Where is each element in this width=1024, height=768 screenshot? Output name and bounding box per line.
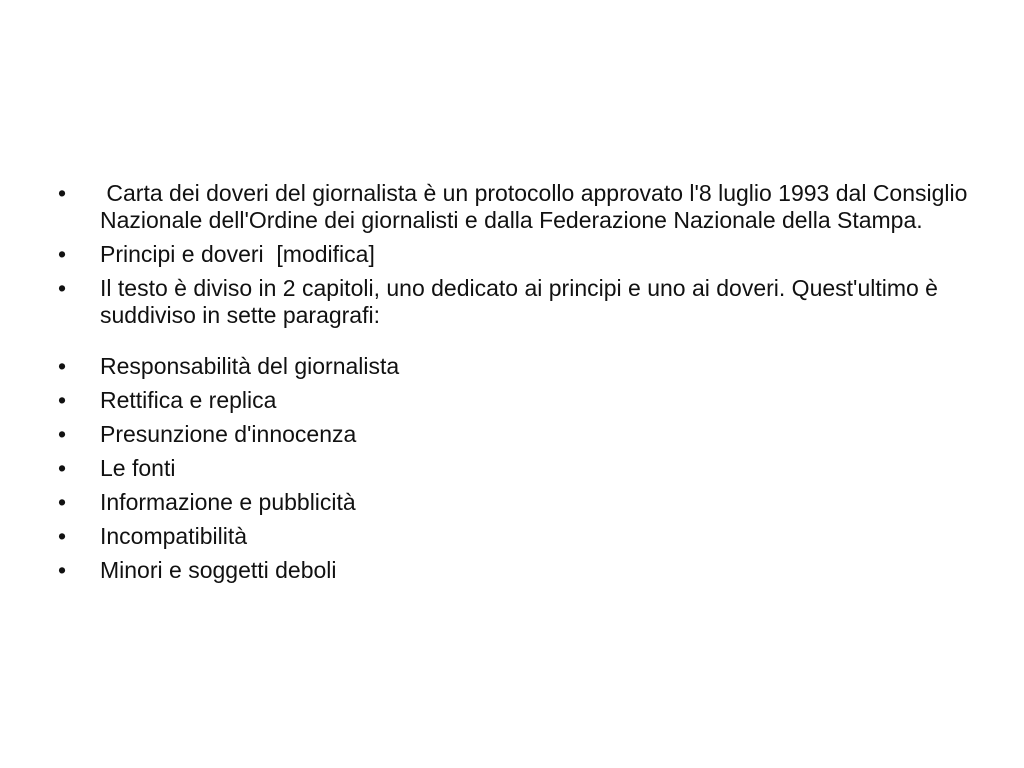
list-item bbox=[58, 241, 978, 268]
bullet-icon: • bbox=[58, 489, 67, 515]
bullet-text: Rettifica e replica bbox=[100, 387, 277, 413]
list-item bbox=[58, 523, 978, 550]
bullet-text: Minori e soggetti deboli bbox=[100, 557, 337, 583]
bullet-text: Informazione e pubblicità bbox=[100, 489, 356, 515]
list-item bbox=[58, 387, 978, 414]
bullet-icon: • bbox=[58, 180, 67, 206]
list-item bbox=[58, 421, 978, 448]
list-item bbox=[58, 489, 978, 516]
bullet-icon: • bbox=[58, 421, 67, 447]
bullet-text: Carta dei doveri del giornalista è un protocollo approvato l'8 luglio 1993 dal Consiglio Nazionale dell'Ordine dei giornalisti e dalla Federazione Nazionale della Stampa. bbox=[100, 180, 974, 233]
bullet-text: Principi e doveri [modifica] bbox=[100, 241, 375, 267]
list-item bbox=[58, 557, 978, 584]
list-item bbox=[58, 455, 978, 482]
bullet-icon: • bbox=[58, 557, 67, 583]
list-item bbox=[58, 180, 978, 234]
list-item bbox=[58, 353, 978, 380]
bullet-icon: • bbox=[58, 523, 67, 549]
bullet-icon: • bbox=[58, 275, 67, 301]
bullet-text: Le fonti bbox=[100, 455, 176, 481]
bullet-text: Presunzione d'innocenza bbox=[100, 421, 357, 447]
bullet-text: Incompatibilità bbox=[100, 523, 248, 549]
bullet-text: Il testo è diviso in 2 capitoli, uno dedicato ai principi e uno ai doveri. Quest'ultimo è suddiviso in sette paragrafi: bbox=[100, 275, 945, 328]
bullet-list bbox=[58, 180, 978, 591]
bullet-icon: • bbox=[58, 353, 67, 379]
bullet-icon: • bbox=[58, 241, 67, 267]
list-item bbox=[58, 275, 978, 329]
bullet-icon: • bbox=[58, 455, 67, 481]
bullet-text: Responsabilità del giornalista bbox=[100, 353, 400, 379]
bullet-icon: • bbox=[58, 387, 67, 413]
